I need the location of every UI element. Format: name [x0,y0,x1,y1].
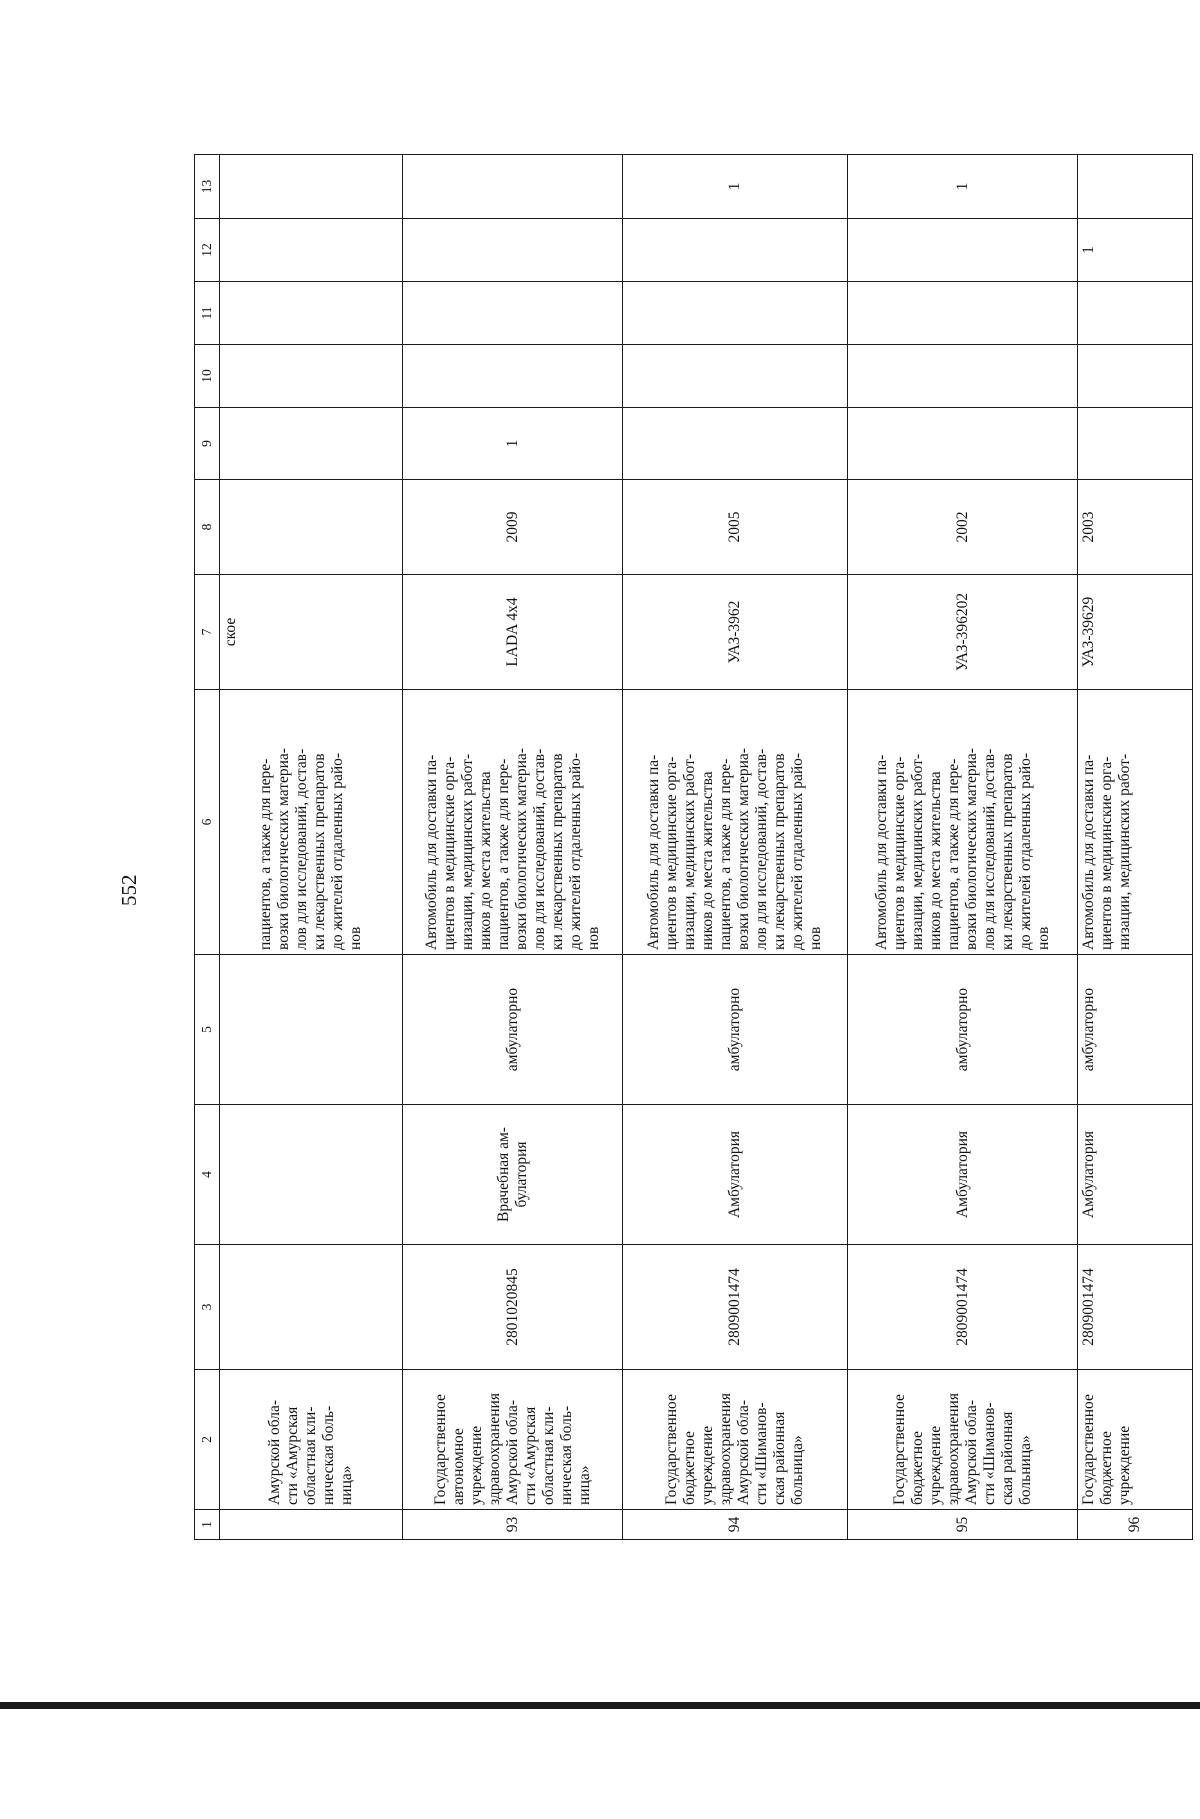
year-cell: 2002 [848,480,1078,575]
organization-cell: Государственное бюджетное учреждение [1078,1370,1193,1510]
col-header: 11 [195,282,220,345]
organization-cell: Амурской обла- сти «Амурская областная кли- ническая боль- ница» [220,1370,403,1510]
mode-cell [220,955,403,1105]
col-header: 12 [195,219,220,282]
row-number-cell: 95 [848,1510,1078,1540]
organization-cell: Государственное автономное учреждение здравоохранения Амурской обла- сти «Амурская областная кли- ническая боль- ница» [403,1370,623,1510]
description-cell: Автомобиль для доставки па- циентов в медицинские орга- низации, медицинских работ- ников до места жительства пациентов, а также для пере- возки биологических материа- лов для исследований, достав- ки лекарственных препаратов до жителей отдаленных райо- нов [403,690,623,955]
row-number-cell [220,1510,403,1540]
col12-cell: 1 [1078,219,1193,282]
vehicle-register-table [194,155,1189,1540]
col9-cell [1078,408,1193,480]
col13-cell [220,155,403,219]
mode-cell: амбулаторно [623,955,848,1105]
col-header: 8 [195,480,220,575]
col13-cell [403,155,623,219]
year-cell: 2003 [1078,480,1193,575]
col9-cell: 1 [403,408,623,480]
mode-cell: амбулаторно [403,955,623,1105]
col11-cell [623,282,848,345]
model-cell: УАЗ-39629 [1078,575,1193,690]
model-cell: УАЗ-396202 [848,575,1078,690]
description-cell: Автомобиль для доставки па- циентов в медицинские орга- низации, медицинских работ- [1078,690,1193,955]
col12-cell [403,219,623,282]
col9-cell [220,408,403,480]
year-cell: 2005 [623,480,848,575]
continuation-row [220,155,403,1540]
col-header: 1 [195,1510,220,1540]
col-header: 13 [195,155,220,219]
table [194,154,1193,1540]
col-header: 9 [195,408,220,480]
year-cell: 2009 [403,480,623,575]
unit-cell: Врачебная ам- булатория [403,1105,623,1245]
row-number-cell: 93 [403,1510,623,1540]
inn-cell: 2809001474 [623,1245,848,1370]
mode-cell: амбулаторно [848,955,1078,1105]
table-row [623,155,848,1540]
description-cell: Автомобиль для доставки па- циентов в медицинские орга- низации, медицинских работ- ников до места жительства пациентов, а также для пере- возки биологических материа- лов для исследований, достав- ки лекарственных препаратов до жителей отдаленных райо- нов [848,690,1078,955]
col-header: 5 [195,955,220,1105]
col11-cell [220,282,403,345]
col10-cell [403,345,623,408]
unit-cell: Амбулатория [623,1105,848,1245]
year-cell [220,480,403,575]
bottom-rule [0,1702,1200,1709]
col13-cell: 1 [623,155,848,219]
col10-cell [848,345,1078,408]
col11-cell [848,282,1078,345]
unit-cell: Амбулатория [848,1105,1078,1245]
col10-cell [1078,345,1193,408]
table-row [1078,155,1193,1540]
description-cell: Автомобиль для доставки па- циентов в медицинские орга- низации, медицинских работ- ников до места жительства пациентов, а также для пере- возки биологических материа- лов для исследований, достав- ки лекарственных препаратов до жителей отдаленных райо- нов [623,690,848,955]
col-header: 2 [195,1370,220,1510]
organization-cell: Государственное бюджетное учреждение здравоохранения Амурской обла- сти «Шиманов- ская районная больница» [623,1370,848,1510]
col10-cell [220,345,403,408]
col9-cell [623,408,848,480]
col12-cell [623,219,848,282]
col12-cell [220,219,403,282]
model-cell: LADA 4x4 [403,575,623,690]
row-number-cell: 96 [1078,1510,1193,1540]
inn-cell [220,1245,403,1370]
mode-cell: амбулаторно [1078,955,1193,1105]
header-row [195,155,220,1540]
model-cell: УАЗ-3962 [623,575,848,690]
row-number-cell: 94 [623,1510,848,1540]
col10-cell [623,345,848,408]
page-number: 552 [117,874,141,906]
col13-cell [1078,155,1193,219]
col-header: 4 [195,1105,220,1245]
col13-cell: 1 [848,155,1078,219]
col11-cell [403,282,623,345]
description-cell: пациентов, а также для пере- возки биологических материа- лов для исследований, достав- ки лекарственных препаратов до жителей отдаленных райо- нов [220,690,403,955]
table-row [848,155,1078,1540]
col-header: 3 [195,1245,220,1370]
col-header: 7 [195,575,220,690]
inn-cell: 2809001474 [1078,1245,1193,1370]
inn-cell: 2809001474 [848,1245,1078,1370]
inn-cell: 2801020845 [403,1245,623,1370]
unit-cell: Амбулатория [1078,1105,1193,1245]
col9-cell [848,408,1078,480]
model-cell: ское [220,575,403,690]
col11-cell [1078,282,1193,345]
col12-cell [848,219,1078,282]
col-header: 10 [195,345,220,408]
organization-cell: Государственное бюджетное учреждение здравоохранения Амурской обла- сти «Шиманов- ская районная больница» [848,1370,1078,1510]
table-row [403,155,623,1540]
unit-cell [220,1105,403,1245]
col-header: 6 [195,690,220,955]
